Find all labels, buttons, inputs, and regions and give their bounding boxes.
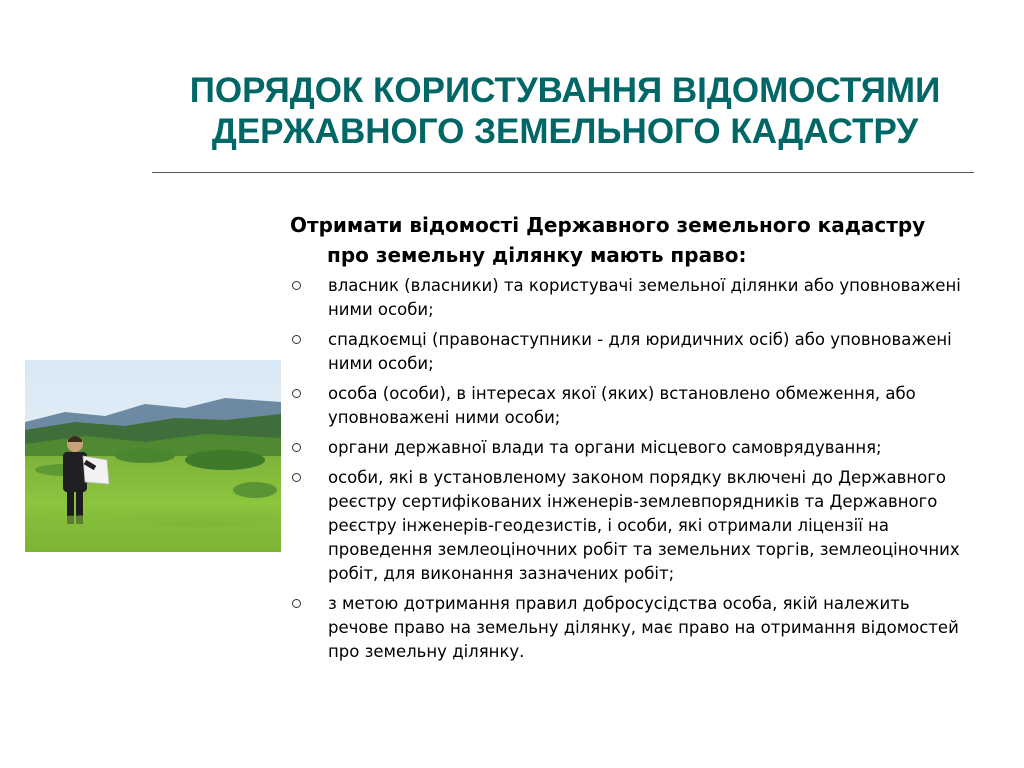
list-item-text: з метою дотримання правил добросусідства особа, якій належить речове право на земельну ділянку, має право на отримання відомостей про земельну ділянку. — [328, 594, 959, 661]
hollow-circle-icon — [292, 473, 301, 482]
list-item — [290, 328, 970, 376]
bullet-list — [290, 274, 970, 664]
list-item-text: особа (особи), в інтересах якої (яких) встановлено обмеження, або уповноважені ними особи; — [328, 384, 916, 427]
lead-paragraph: Отримати відомості Державного земельного кадастру про земельну ділянку мають право: — [290, 213, 926, 267]
list-item — [290, 436, 970, 460]
list-item — [290, 592, 970, 664]
list-item-text: органи державної влади та органи місцевого самоврядування; — [328, 438, 882, 457]
slide-title-line-2: ДЕРЖАВНОГО ЗЕМЕЛЬНОГО КАДАСТРУ — [211, 112, 919, 151]
hollow-circle-icon — [292, 335, 301, 344]
list-item-text: особи, які в установленому законом порядку включені до Державного реєстру сертифікованих інженерів-землевпорядників та Державного реєстру інженерів-геодезистів, і особи, які отримали ліцензії на проведення землеоціночних робіт та земельних торгів, землеоціночних робіт, для виконання зазначених робіт; — [328, 468, 960, 583]
list-item — [290, 274, 970, 322]
slide-content — [290, 210, 970, 670]
hollow-circle-icon — [292, 281, 301, 290]
slide-title-line-1: ПОРЯДОК КОРИСТУВАННЯ ВІДОМОСТЯМИ — [189, 71, 941, 110]
list-item — [290, 382, 970, 430]
hollow-circle-icon — [292, 389, 301, 398]
hollow-circle-icon — [292, 443, 301, 452]
list-item-text: власник (власники) та користувачі земельної ділянки або уповноважені ними особи; — [328, 276, 961, 319]
field-photo — [25, 360, 281, 552]
slide-title — [150, 70, 980, 152]
list-item — [290, 466, 970, 586]
list-item-text: спадкоємці (правонаступники - для юридичних осіб) або уповноважені ними особи; — [328, 330, 952, 373]
hollow-circle-icon — [292, 599, 301, 608]
title-divider — [152, 172, 974, 173]
